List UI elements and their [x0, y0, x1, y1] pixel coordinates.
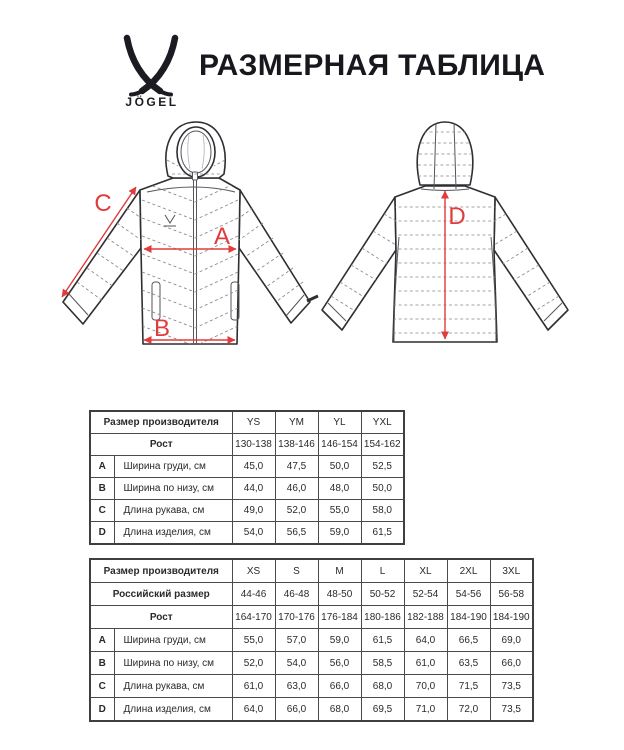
table-header-cell: Российский размер [90, 583, 232, 606]
table-cell: 48,0 [318, 478, 361, 500]
table-cell: 69,5 [361, 698, 404, 722]
table-cell: 73,5 [490, 675, 533, 698]
table-cell: 46,0 [275, 478, 318, 500]
row-letter-cell: C [90, 500, 114, 522]
table-cell: 184-190 [447, 606, 490, 629]
table-cell: 45,0 [232, 456, 275, 478]
table-row [90, 675, 533, 698]
table-row [90, 652, 533, 675]
table-cell: 3XL [490, 559, 533, 583]
table-cell: M [318, 559, 361, 583]
table-cell: 54,0 [275, 652, 318, 675]
row-letter-cell: A [90, 456, 114, 478]
table-cell: 57,0 [275, 629, 318, 652]
table-cell: 70,0 [404, 675, 447, 698]
table-row [90, 500, 404, 522]
row-param-cell: Длина рукава, см [114, 500, 232, 522]
table-cell: 55,0 [232, 629, 275, 652]
table-cell: XS [232, 559, 275, 583]
row-letter-cell: A [90, 629, 114, 652]
table-cell: 72,0 [447, 698, 490, 722]
size-table-youth [89, 410, 405, 545]
table-cell: YS [232, 411, 275, 434]
table-cell: 176-184 [318, 606, 361, 629]
table-cell: 182-188 [404, 606, 447, 629]
table-cell: 64,0 [232, 698, 275, 722]
table-cell: 54,0 [232, 522, 275, 545]
table-cell: 56-58 [490, 583, 533, 606]
table-cell: 66,0 [275, 698, 318, 722]
row-param-cell: Ширина груди, см [114, 456, 232, 478]
table-cell: 54-56 [447, 583, 490, 606]
table-cell: 71,5 [447, 675, 490, 698]
table-cell: 68,0 [318, 698, 361, 722]
table-cell: 56,0 [318, 652, 361, 675]
table-cell: 59,0 [318, 629, 361, 652]
table-cell: 52,5 [361, 456, 404, 478]
table-header-cell: Размер производителя [90, 411, 232, 434]
table-header-cell: Размер производителя [90, 559, 232, 583]
table-row [90, 583, 533, 606]
table-cell: 52,0 [275, 500, 318, 522]
row-letter-cell: C [90, 675, 114, 698]
table-cell: 61,5 [361, 522, 404, 545]
front-jacket-outline [63, 122, 318, 344]
table-row [90, 606, 533, 629]
row-letter-cell: D [90, 698, 114, 722]
table-cell: YM [275, 411, 318, 434]
table-cell: 146-154 [318, 434, 361, 456]
table-cell: 68,0 [361, 675, 404, 698]
measure-label-a: A [213, 223, 231, 250]
table-row [90, 456, 404, 478]
table-cell: 66,5 [447, 629, 490, 652]
table-cell: 180-186 [361, 606, 404, 629]
table-row [90, 522, 404, 545]
brand-wordmark: JÖGEL [125, 95, 179, 108]
measure-label-b: B [153, 315, 171, 342]
table-cell: YXL [361, 411, 404, 434]
table-cell: 71,0 [404, 698, 447, 722]
jacket-back-view [300, 112, 570, 367]
table-cell: 50,0 [318, 456, 361, 478]
table-cell: 58,0 [361, 500, 404, 522]
brand-logo [112, 34, 190, 108]
table-cell: 50,0 [361, 478, 404, 500]
table-cell: 69,0 [490, 629, 533, 652]
table-row [90, 559, 533, 583]
table-cell: 61,0 [232, 675, 275, 698]
size-table-adult [89, 558, 534, 722]
table-cell: 63,5 [447, 652, 490, 675]
table-cell: 47,5 [275, 456, 318, 478]
table-cell: S [275, 559, 318, 583]
table-row [90, 434, 404, 456]
row-param-cell: Длина изделия, см [114, 522, 232, 545]
row-letter-cell: D [90, 522, 114, 545]
table-cell: XL [404, 559, 447, 583]
table-cell: L [361, 559, 404, 583]
table-cell: 59,0 [318, 522, 361, 545]
table-cell: 66,0 [490, 652, 533, 675]
row-param-cell: Ширина по низу, см [114, 478, 232, 500]
table-cell: 61,5 [361, 629, 404, 652]
table-header-cell: Рост [90, 606, 232, 629]
jogel-mark-icon [127, 38, 175, 95]
table-cell: 154-162 [361, 434, 404, 456]
table-header-cell: Рост [90, 434, 232, 456]
table-cell: 73,5 [490, 698, 533, 722]
jacket-front-view [55, 112, 320, 367]
table-cell: 130-138 [232, 434, 275, 456]
table-row [90, 629, 533, 652]
table-cell: 184-190 [490, 606, 533, 629]
table-cell: 164-170 [232, 606, 275, 629]
row-letter-cell: B [90, 478, 114, 500]
table-row [90, 478, 404, 500]
table-row [90, 411, 404, 434]
table-cell: 138-146 [275, 434, 318, 456]
table-cell: 170-176 [275, 606, 318, 629]
table-cell: 50-52 [361, 583, 404, 606]
table-cell: 48-50 [318, 583, 361, 606]
table-cell: 46-48 [275, 583, 318, 606]
row-param-cell: Длина рукава, см [114, 675, 232, 698]
measure-label-d: D [448, 203, 466, 230]
row-param-cell: Ширина груди, см [114, 629, 232, 652]
row-param-cell: Длина изделия, см [114, 698, 232, 722]
table-cell: 52,0 [232, 652, 275, 675]
table-cell: 64,0 [404, 629, 447, 652]
table-cell: 56,5 [275, 522, 318, 545]
table-cell: 52-54 [404, 583, 447, 606]
table-cell: YL [318, 411, 361, 434]
table-cell: 61,0 [404, 652, 447, 675]
table-cell: 58,5 [361, 652, 404, 675]
table-cell: 66,0 [318, 675, 361, 698]
table-cell: 55,0 [318, 500, 361, 522]
table-row [90, 698, 533, 722]
table-cell: 63,0 [275, 675, 318, 698]
table-cell: 49,0 [232, 500, 275, 522]
page-title: РАЗМЕРНАЯ ТАБЛИЦА [199, 49, 546, 82]
measure-label-c: C [94, 190, 112, 217]
table-cell: 2XL [447, 559, 490, 583]
table-cell: 44-46 [232, 583, 275, 606]
row-param-cell: Ширина по низу, см [114, 652, 232, 675]
table-cell: 44,0 [232, 478, 275, 500]
row-letter-cell: B [90, 652, 114, 675]
